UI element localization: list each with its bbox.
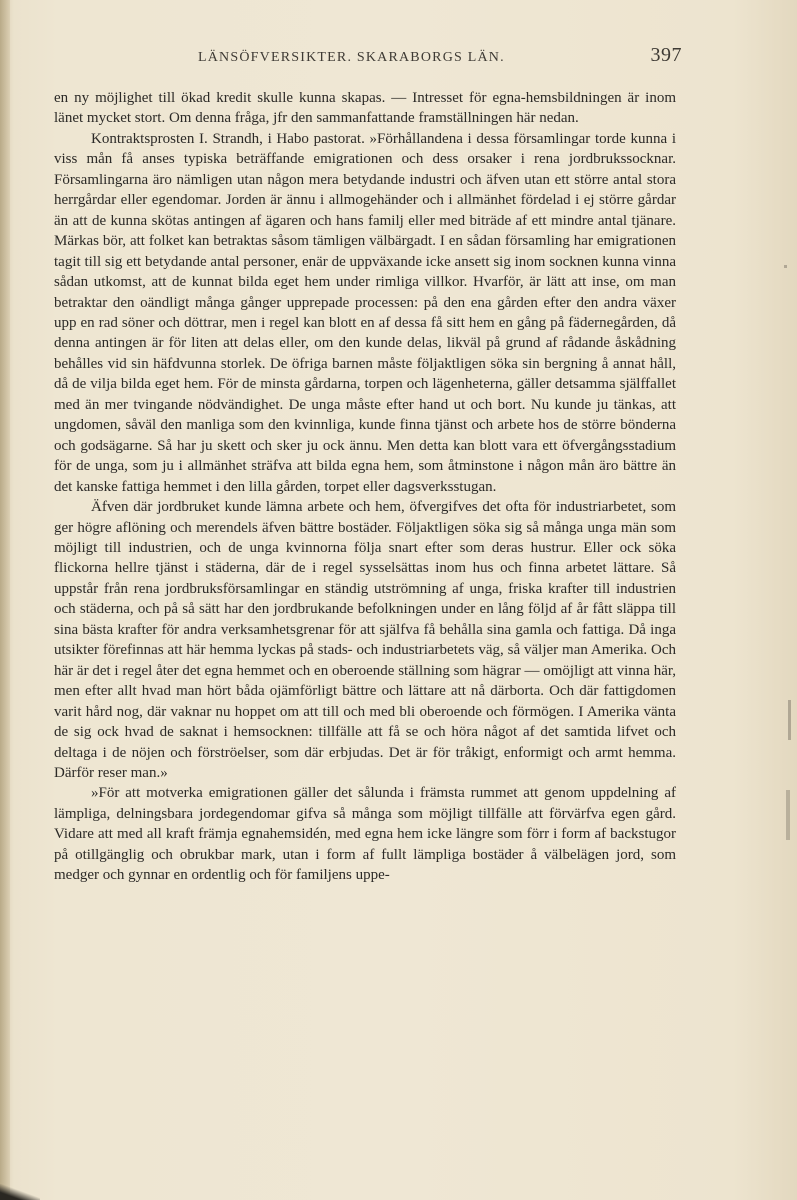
margin-mark: [788, 700, 791, 740]
page-corner: [0, 1184, 40, 1200]
page-number: 397: [650, 44, 682, 66]
paragraph-4: »För att motverka emigrationen gäller det sålunda i främsta rummet att genom uppdelning af lämpliga, delningsbara jordegendomar gifva så många som möjligt tillfälle att förvärfva egen gård. Vidare att med all kraft främja egnahemsidén, med egna hem icke längre som förr i form af backstugor på otillgänglig och obrukbar mark, utan i form af fullt lämpliga bostäder å välbelägen jord, som medger och gynnar en ordentlig och för familjens uppe-: [54, 785, 676, 884]
running-head: LÄNSÖFVERSIKTER. SKARABORGS LÄN.: [198, 50, 505, 65]
page-binding-edge: [0, 0, 10, 1200]
body-text: [54, 88, 676, 886]
margin-mark: [786, 790, 790, 840]
margin-mark: [784, 265, 787, 268]
paragraph-2: Kontraktsprosten I. Strandh, i Habo pastorat. »Förhållandena i dessa församlingar torde kunna i viss mån få anses typiska beträffande emigrationen och dess orsaker i rena jordbrukssocknar. Församlingarna äro nämligen utan någon mera betydande industri och äfven utan ett större antal stora herrgårdar eller egendomar. Jorden är ännu i allmogehänder och i allmänhet fördelad i ej större gårdar än att de kunna skötas antingen af ägaren och hans familj eller med biträde af ett mindre antal tjänare. Märkas bör, att folket kan betraktas såsom tämligen välbärgadt. I en sådan församling har emigrationen tagit till sig ett betydande antal personer, enär de uppväxande icke ansett sig inom socknen kunna vinna sådan utkomst, att de kunnat bilda eget hem under rimliga villkor. Hvarför, är lätt att inse, om man betraktar den oändligt många gånger upprepade processen: på den ena gården efter den andra växer upp en rad söner och döttrar, men i regel kan blott en af dessa få sitt hem en gång på fädernegården, då denna antingen är för liten att delas eller, om den kunde delas, likväl på grund af rådande åskådning behålles vid sin häfdvunna storlek. De öfriga barnen måste följaktligen söka sin bergning å annat håll, då de vilja bilda eget hem. För de minsta gårdarna, torpen och lägenheterna, gäller detsamma själffallet med än mer tvingande nödvändighet. De unga måste efter hand ut och bort. Nu kunde ju tänkas, att ungdomen, såväl den manliga som den kvinnliga, kunde finna tjänst och arbete hos de större bönderna och godsägarne. Så har ju skett och sker ju ock ännu. Men detta kan blott vara ett öfvergångsstadium för de unga, som ju i allmänhet sträfva att bilda egna hem, som åtminstone i någon mån äro bättre än det kanske fattiga hemmet i den lilla gården, torpet eller dagsverksstugan.: [54, 130, 676, 495]
page-header: [70, 44, 682, 74]
paragraph-1: en ny möjlighet till ökad kredit skulle kunna skapas. — Intresset för egna-hemsbildningen är inom länet mycket stort. Om denna fråga, jfr den sammanfattande framställningen här nedan.: [54, 90, 676, 127]
paragraph-3: Äfven där jordbruket kunde lämna arbete och hem, öfvergifves det ofta för industriarbetet, som ger högre aflöning och merendels äfven bättre bostäder. Följaktligen söka sig så många unga män som möjligt till industrien, och de unga kvinnorna följa snart efter som deras hustrur. Eller ock söka flickorna hellre tjänst i städerna, där de i regel sysselsättas inom hus och finna arbetet lättare. Så uppstår från rena jordbruksförsamlingar en ständig utströmning af unga, friska krafter till industrien och städerna, och på så sätt har den jordbrukande befolkningen under en lång följd af år fått släppa till sina bästa krafter för andra verksamhetsgrenar för att själfva få behålla sina gamla och fattiga. Då inga utsikter förefinnas att här hemma lyckas på stads- och industriarbetets väg, så väljer man Amerika. Och här är det i regel åter det egna hemmet och en oberoende ställning som hägrar — omöjligt att vinna här, men efter allt hvad man hört båda ojämförligt bättre och lättare att nå därborta. Och där fattigdomen varit hård nog, där vaknar nu hoppet om att till och med bli oberoende och förmögen. I Amerika vänta de sig ock hvad de saknat i hemsocknen: tillfälle att få se och höra något af det samtida lifvet och deltaga i de nöjen och förströelser, som där erbjudas. Det är för tråkigt, enformigt och armt hemma. Därför reser man.»: [54, 499, 676, 781]
